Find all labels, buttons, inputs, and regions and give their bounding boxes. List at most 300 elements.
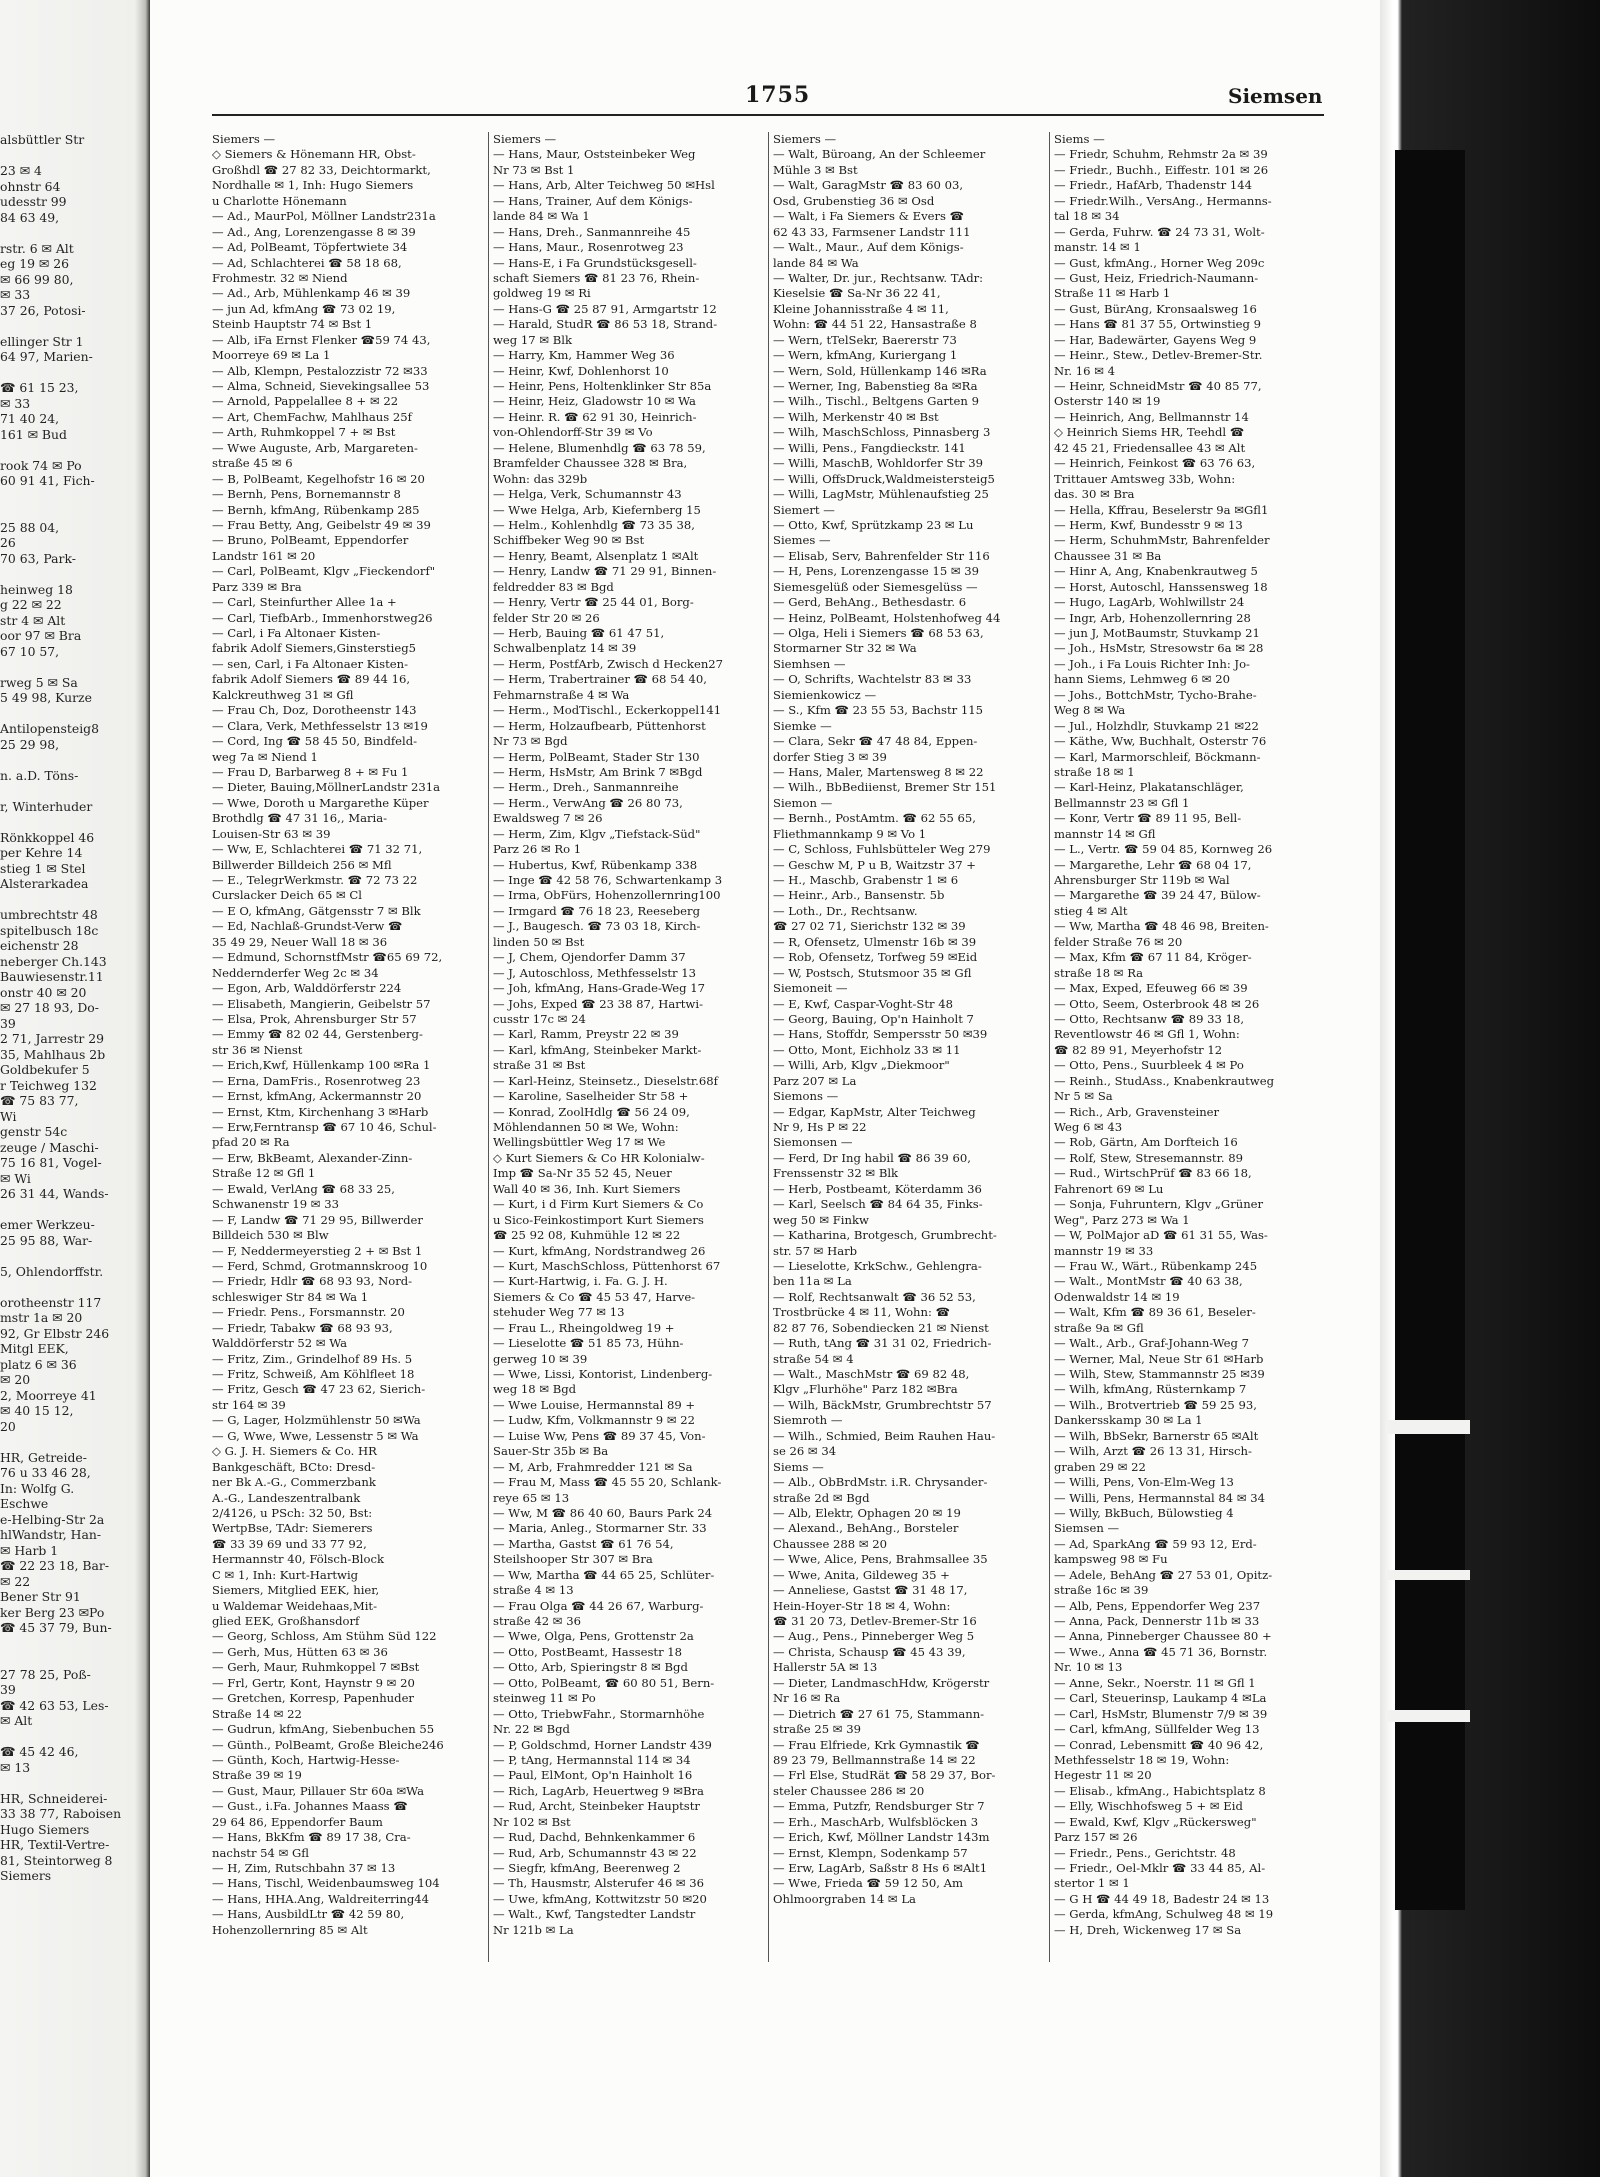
directory-entry-line: — Gust, Maur, Pillauer Str 60a ✉Wa xyxy=(212,1783,424,1798)
directory-entry-line: Landstr 161 ✉ 20 xyxy=(212,548,316,563)
directory-entry-line: — Wilh., Brotvertrieb ☎ 59 25 93, xyxy=(1054,1397,1257,1412)
directory-entry-line: — Herm, PostfArb, Zwisch d Hecken27 xyxy=(493,656,724,671)
left-fragment-line: neberger Ch.143 xyxy=(0,953,107,969)
directory-entry-line: Nr. 16 ✉ 4 xyxy=(1054,363,1115,378)
left-fragment-line: spitelbusch 18c xyxy=(0,922,99,938)
left-fragment-line: Antilopensteig8 xyxy=(0,721,99,736)
directory-entry-line: — Wwe., Anna ☎ 45 71 36, Bornstr. xyxy=(1054,1644,1268,1659)
left-fragment-line: 161 ✉ Bud xyxy=(0,426,67,442)
directory-entry-line: — jun Ad, kfmAng ☎ 73 02 19, xyxy=(212,301,396,316)
directory-entry-line: Osterstr 140 ✉ 19 xyxy=(1054,394,1161,409)
directory-entry-line: — Conrad, Lebensmitt ☎ 40 96 42, xyxy=(1054,1737,1264,1752)
directory-entry-line: — Irma, ObFürs, Hohenzollernring100 xyxy=(493,888,721,903)
directory-entry-line: — Frau W., Wärt., Rübenkamp 245 xyxy=(1054,1258,1258,1273)
left-fragment-line: r Teichweg 132 xyxy=(0,1077,97,1093)
directory-entry-line: u Charlotte Hönemann xyxy=(212,193,347,208)
directory-entry-line: Kieselsie ☎ Sa-Nr 36 22 41, xyxy=(773,286,941,301)
left-page-fragment xyxy=(0,132,140,1942)
directory-entry-line: feldredder 83 ✉ Bgd xyxy=(493,579,614,594)
directory-entry-line: — Herb, Bauing ☎ 61 47 51, xyxy=(493,626,665,640)
directory-entry-line: — P, Goldschmd, Horner Landstr 439 xyxy=(493,1737,712,1752)
directory-entry-line: — Hans, Dreh., Sanmannreihe 45 xyxy=(493,224,691,239)
left-fragment-line: orotheenstr 117 xyxy=(0,1294,102,1310)
left-fragment-line: alsbüttler Str xyxy=(0,132,85,147)
left-fragment-line: mstr 1a ✉ 20 xyxy=(0,1310,83,1325)
directory-entry-line: — Rich, LagArb, Heuertweg 9 ✉Bra xyxy=(493,1783,704,1798)
directory-entry-line: tal 18 ✉ 34 xyxy=(1054,209,1120,224)
directory-entry-line: — Frau Ch, Doz, Dorotheenstr 143 xyxy=(212,703,417,718)
directory-entry-line: — Willi, OffsDruck,Waldmeistersteig5 xyxy=(773,471,995,486)
directory-entry-line: Siemon — xyxy=(773,795,833,810)
directory-entry-line: — Walter, Dr. jur., Rechtsanw. TAdr: xyxy=(773,270,984,285)
directory-entry-line: Hallerstr 5A ✉ 13 xyxy=(773,1660,878,1675)
directory-entry-line: — Uwe, kfmAng, Kottwitzstr 50 ✉20 xyxy=(493,1891,707,1906)
directory-entry-line: ☎ 25 92 08, Kuhmühle 12 ✉ 22 xyxy=(493,1228,681,1243)
directory-entry-line: — Werner, Mal, Neue Str 61 ✉Harb xyxy=(1054,1351,1264,1366)
directory-entry-line: mannstr 19 ✉ 33 xyxy=(1054,1243,1154,1258)
left-fragment-line: 84 63 49, xyxy=(0,209,60,225)
directory-entry-line: — Wern, kfmAng, Kuriergang 1 xyxy=(773,348,958,363)
directory-entry-line: Chaussee 288 ✉ 20 xyxy=(773,1536,887,1551)
left-fragment-line xyxy=(0,1775,140,1791)
directory-entry-line: Louisen-Str 63 ✉ 39 xyxy=(212,826,331,841)
directory-entry-line: Osd, Grubenstieg 36 ✉ Osd xyxy=(773,193,935,208)
left-fragment-line: 23 ✉ 4 xyxy=(0,163,42,178)
directory-entry-line: — Frl, Gertr, Kont, Haynstr 9 ✉ 20 xyxy=(212,1675,415,1690)
directory-entry-line: — Edmund, SchornstfMstr ☎65 69 72, xyxy=(212,950,443,965)
directory-entry-line: — Ernst, Klempn, Sodenkamp 57 xyxy=(773,1845,968,1860)
directory-entry-line: Parz 339 ✉ Bra xyxy=(212,579,302,594)
directory-entry-line: — Carl, kfmAng, Süllfelder Weg 13 xyxy=(1054,1722,1260,1737)
directory-entry-line: Siemienkowicz — xyxy=(773,687,877,702)
directory-entry-line: — G H ☎ 44 49 18, Badestr 24 ✉ 13 xyxy=(1054,1891,1270,1906)
directory-entry-line: Nr 9, Hs P ✉ 22 xyxy=(773,1120,867,1134)
directory-entry-line: Wohn: das 329b xyxy=(493,471,588,486)
directory-entry-line: Billdeich 530 ✉ Blw xyxy=(212,1228,329,1243)
directory-entry-line: — Wilh, Arzt ☎ 26 13 31, Hirsch- xyxy=(1054,1444,1252,1459)
directory-entry-line: — Gerh, Maur, Ruhmkoppel 7 ✉Bst xyxy=(212,1660,420,1675)
directory-entry-line: — Hans, BkKfm ☎ 89 17 38, Cra- xyxy=(212,1830,411,1845)
directory-entry-line: — Heinr., Stew., Detlev-Bremer-Str. xyxy=(1054,348,1263,363)
directory-entry-line: Moorreye 69 ✉ La 1 xyxy=(212,348,331,363)
directory-entry-line: — Sonja, Fuhruntern, Klgv „Grüner xyxy=(1054,1197,1264,1212)
directory-entry-line: — Willi, Arb, Klgv „Diekmoor" xyxy=(773,1058,950,1073)
directory-entry-line: — Olga, Heli i Siemers ☎ 68 53 63, xyxy=(773,626,984,640)
directory-entry-line: — Fritz, Schweiß, Am Köhlfleet 18 xyxy=(212,1367,415,1381)
directory-entry-line: — Wilh., Schmied, Beim Rauhen Hau- xyxy=(773,1428,996,1443)
directory-entry-line: — Horst, Autoschl, Hanssensweg 18 xyxy=(1054,579,1268,594)
directory-entry-line: Siemers — xyxy=(773,132,837,146)
directory-entry-line: — Otto, Rechtsanw ☎ 89 33 18, xyxy=(1054,1011,1245,1026)
directory-entry-line: — J., Baugesch. ☎ 73 03 18, Kirch- xyxy=(493,919,701,934)
directory-entry-line: — Herm, Zim, Klgv „Tiefstack-Süd" xyxy=(493,826,701,841)
directory-entry-line: — Heinr, SchneidMstr ☎ 40 85 77, xyxy=(1054,379,1262,393)
directory-entry-line: — Art, ChemFachw, Mahlhaus 25f xyxy=(212,409,412,424)
directory-entry-line: — sen, Carl, i Fa Altonaer Kisten- xyxy=(212,656,408,671)
left-fragment-line: heinweg 18 xyxy=(0,581,73,597)
left-fragment-line: eg 19 ✉ 26 xyxy=(0,256,69,271)
directory-entry-line: — W, Postsch, Stutsmoor 35 ✉ Gfl xyxy=(773,965,972,980)
directory-entry-line: weg 18 ✉ Bgd xyxy=(493,1382,577,1397)
directory-entry-line: — Walt, Büroang, An der Schleemer xyxy=(773,147,986,162)
directory-entry-line: — Lieselotte, KrkSchw., Gehlengra- xyxy=(773,1258,982,1273)
directory-entry-line: Odenwaldstr 14 ✉ 19 xyxy=(1054,1289,1180,1304)
left-fragment-line: udesstr 99 xyxy=(0,194,67,209)
directory-entry-line: — B, PolBeamt, Kegelhofstr 16 ✉ 20 xyxy=(212,471,425,486)
left-fragment-line: 35, Mahlhaus 2b xyxy=(0,1046,106,1062)
directory-entry-line: — Ww, Martha ☎ 48 46 98, Breiten- xyxy=(1054,919,1269,934)
directory-entry-line: — Frau M, Mass ☎ 45 55 20, Schlank- xyxy=(493,1475,722,1490)
directory-entry-line: — Willi, MaschB, Wohldorfer Str 39 xyxy=(773,456,983,471)
directory-entry-line: — Walt., MontMstr ☎ 40 63 38, xyxy=(1054,1274,1243,1289)
directory-entry-line: — Rich., Arb, Gravensteiner xyxy=(1054,1104,1220,1119)
directory-entry-line: — Hans, Maur., Rosenrotweg 23 xyxy=(493,240,684,255)
directory-entry-line: — Elly, Wischhofsweg 5 + ✉ Eid xyxy=(1054,1799,1243,1814)
directory-entry-line: Siemoneit — xyxy=(773,981,848,996)
directory-entry-line: Straße 11 ✉ Harb 1 xyxy=(1054,286,1171,301)
left-fragment-line xyxy=(0,318,140,334)
left-fragment-line: platz 6 ✉ 36 xyxy=(0,1356,77,1372)
directory-entry-line: — Wilh, BäckMstr, Grumbrechtstr 57 xyxy=(773,1397,992,1412)
left-fragment-line: Hugo Siemers xyxy=(0,1821,90,1837)
directory-entry-line: — Wwe, Anita, Gildeweg 35 + xyxy=(773,1567,950,1582)
directory-entry-line: — Frl Else, StudRät ☎ 58 29 37, Bor- xyxy=(773,1768,996,1783)
directory-entry-line: — Gretchen, Korresp, Papenhuder xyxy=(212,1691,414,1706)
directory-entry-line: — Erw,Ferntransp ☎ 67 10 46, Schul- xyxy=(212,1120,437,1134)
directory-entry-line: Siemsen — xyxy=(1054,1521,1120,1536)
left-fragment-line: zeuge / Maschi- xyxy=(0,1139,99,1155)
left-fragment-line xyxy=(0,1202,140,1218)
left-fragment-line: ✉ Alt xyxy=(0,1713,33,1728)
directory-entry-line: — Har, Badewärter, Gayens Weg 9 xyxy=(1054,332,1257,347)
directory-entry-line: Trostbrücke 4 ✉ 11, Wohn: ☎ xyxy=(773,1305,951,1320)
directory-entry-line: — Rud, Arb, Schumannstr 43 ✉ 22 xyxy=(493,1845,697,1860)
directory-entry-line: Siemons — xyxy=(773,1089,839,1104)
directory-entry-line: felder Straße 76 ✉ 20 xyxy=(1054,934,1183,949)
directory-entry-line: — Maria, Anleg., Stormarner Str. 33 xyxy=(493,1521,707,1536)
directory-entry-line: Ewaldsweg 7 ✉ 26 xyxy=(493,811,603,826)
left-fragment-line: g 22 ✉ 22 xyxy=(0,597,62,612)
directory-entry-line: — Ewald, VerlAng ☎ 68 33 25, xyxy=(212,1181,395,1196)
directory-entry-line: — H, Zim, Rutschbahn 37 ✉ 13 xyxy=(212,1861,396,1875)
directory-entry-line: Methfesselstr 18 ✉ 19, Wohn: xyxy=(1054,1752,1230,1767)
left-fragment-line: rweg 5 ✉ Sa xyxy=(0,674,78,690)
directory-entry-line: — Elisab, Serv, Bahrenfelder Str 116 xyxy=(773,548,990,563)
left-fragment-line xyxy=(0,365,140,381)
directory-entry-line: — Wern, Sold, Hüllenkamp 146 ✉Ra xyxy=(773,363,987,378)
directory-entry-line: von-Ohlendorff-Str 39 ✉ Vo xyxy=(493,425,653,440)
directory-entry-line: — C, Schloss, Fuhlsbütteler Weg 279 xyxy=(773,842,991,857)
directory-entry-line: — Frau Elfriede, Krk Gymnastik ☎ xyxy=(773,1737,980,1752)
left-fragment-line: 5, Ohlendorffstr. xyxy=(0,1263,104,1279)
directory-entry-line: — Heinrich, Ang, Bellmannstr 14 xyxy=(1054,409,1249,424)
directory-entry-line: — Otto, TriebwFahr., Stormarnhöhe xyxy=(493,1706,705,1721)
directory-entry-line: Straße 14 ✉ 22 xyxy=(212,1706,302,1721)
left-fragment-line: 25 88 04, xyxy=(0,519,60,535)
directory-entry-line: Bellmannstr 23 ✉ Gfl 1 xyxy=(1054,795,1190,810)
directory-entry-line: Siemonsen — xyxy=(773,1135,853,1150)
directory-entry-line: — Herm., Dreh., Sanmannreihe xyxy=(493,780,679,795)
directory-entry-line: — Bernh, kfmAng, Rübenkamp 285 xyxy=(212,502,420,517)
directory-entry-line: — Georg, Bauing, Op'n Hainholt 7 xyxy=(773,1011,974,1026)
directory-entry-line: 29 64 86, Eppendorfer Baum xyxy=(212,1814,383,1829)
directory-entry-line: — Geschw M, P u B, Waitzstr 37 + xyxy=(773,857,976,872)
directory-entry-line: Sauer-Str 35b ✉ Ba xyxy=(493,1444,609,1459)
directory-entry-line: — Kurt-Hartwig, i. Fa. G. J. H. xyxy=(493,1274,668,1289)
directory-entry-line: — Carl, TiefbArb., Immenhorstweg26 xyxy=(212,610,433,625)
directory-entry-line: — Erh., MaschArb, Wulfsblöcken 3 xyxy=(773,1814,979,1829)
directory-entry-line: Siemes — xyxy=(773,533,831,548)
directory-entry-line: Steilshooper Str 307 ✉ Bra xyxy=(493,1552,653,1567)
directory-entry-line: — Ad., MaurPol, Möllner Landstr231a xyxy=(212,209,436,224)
directory-entry-line: Schiffbeker Weg 90 ✉ Bst xyxy=(493,533,645,548)
directory-entry-line: — Hans-G ☎ 25 87 91, Armgartstr 12 xyxy=(493,301,717,316)
directory-entry-line: — Günth, Koch, Hartwig-Hesse- xyxy=(212,1752,400,1767)
directory-entry-line: — Harald, StudR ☎ 86 53 18, Strand- xyxy=(493,317,718,332)
directory-entry-line: — Gerd, BehAng., Bethesdastr. 6 xyxy=(773,595,967,610)
left-fragment-line: n. a.D. Töns- xyxy=(0,767,79,783)
directory-entry-line: — Herb, Postbeamt, Köterdamm 36 xyxy=(773,1181,982,1196)
directory-entry-line: Reventlowstr 46 ✉ Gfl 1, Wohn: xyxy=(1054,1027,1240,1042)
directory-entry-line: ☎ 33 39 69 und 33 77 92, xyxy=(212,1536,367,1551)
directory-entry-line: — Fritz, Gesch ☎ 47 23 62, Sierich- xyxy=(212,1382,426,1397)
directory-entry-line: Nr 5 ✉ Sa xyxy=(1054,1089,1113,1104)
directory-entry-line: — Alma, Schneid, Sievekingsallee 53 xyxy=(212,379,430,393)
directory-entry-line: — Johs, Exped ☎ 23 38 87, Hartwi- xyxy=(493,996,703,1011)
left-fragment-line: 64 97, Marien- xyxy=(0,349,93,364)
running-head: Siemsen xyxy=(1228,84,1323,108)
directory-entry-line: Nordhalle ✉ 1, Inh: Hugo Siemers xyxy=(212,178,414,193)
directory-entry-line: dorfer Stieg 3 ✉ 39 xyxy=(773,749,887,764)
directory-entry-line: — Hans, Trainer, Auf dem Königs- xyxy=(493,193,693,208)
left-fragment-line xyxy=(0,489,140,505)
directory-entry-line: — Fritz, Zim., Grindelhof 89 Hs. 5 xyxy=(212,1351,413,1366)
left-fragment-line xyxy=(0,1248,140,1264)
directory-entry-line: — Margarethe, Lehr ☎ 68 04 17, xyxy=(1054,857,1252,872)
directory-entry-line: — Wilh., BbBediienst, Bremer Str 151 xyxy=(773,780,997,795)
left-fragment-line: HR, Schneiderei- xyxy=(0,1790,108,1806)
left-fragment-line: ✉ 66 99 80, xyxy=(0,271,74,287)
left-fragment-line: Eschwe xyxy=(0,1496,49,1511)
directory-entry-line: — Alb, Pens, Eppendorfer Weg 237 xyxy=(1054,1598,1261,1613)
directory-entry-line: — Egon, Arb, Walddörferstr 224 xyxy=(212,981,402,996)
directory-entry-line: — Irmgard ☎ 76 18 23, Reeseberg xyxy=(493,903,701,918)
directory-entry-line: — Anna, Pack, Dennerstr 11b ✉ 33 xyxy=(1054,1614,1260,1628)
directory-entry-line: — Dieter, Bauing,MöllnerLandstr 231a xyxy=(212,780,440,795)
directory-entry-line: — Dieter, LandmaschHdw, Krögerstr xyxy=(773,1675,990,1690)
directory-entry-line: — Willy, BkBuch, Bülowstieg 4 xyxy=(1054,1505,1234,1520)
directory-entry-line: — Gust., i.Fa. Johannes Maass ☎ xyxy=(212,1799,408,1814)
directory-entry-line: — Carl, HsMstr, Blumenstr 7/9 ✉ 39 xyxy=(1054,1706,1268,1721)
directory-entry-line: — Clara, Sekr ☎ 47 48 84, Eppen- xyxy=(773,734,978,749)
directory-entry-line: — S., Kfm ☎ 23 55 53, Bachstr 115 xyxy=(773,703,983,718)
directory-entry-line: — Frau Olga ☎ 44 26 67, Warburg- xyxy=(493,1598,704,1613)
left-fragment-line: 27 78 25, Poß- xyxy=(0,1666,91,1682)
directory-entry-line: — Ad., Ang, Lorenzengasse 8 ✉ 39 xyxy=(212,224,416,239)
directory-entry-line: Straße 39 ✉ 19 xyxy=(212,1768,302,1783)
directory-entry-line: — Paul, ElMont, Op'n Hainholt 16 xyxy=(493,1768,693,1783)
left-fragment-line: 39 xyxy=(0,1682,16,1697)
directory-entry-line: — Ww, M ☎ 86 40 60, Baurs Park 24 xyxy=(493,1505,713,1520)
directory-entry-line: Hohenzollernring 85 ✉ Alt xyxy=(212,1922,368,1937)
directory-entry-line: 42 45 21, Friedensallee 43 ✉ Alt xyxy=(1054,440,1246,455)
directory-entry-line: — Ferd, Schmd, Grotmannskroog 10 xyxy=(212,1258,428,1273)
directory-entry-line: — Helene, Blumenhdlg ☎ 63 78 59, xyxy=(493,440,706,455)
directory-column-1 xyxy=(212,132,485,1972)
directory-entry-line: — Willi, LagMstr, Mühlenaufstieg 25 xyxy=(773,487,989,502)
directory-entry-line: — Helga, Verk, Schumannstr 43 xyxy=(493,487,682,502)
left-fragment-line: genstr 54c xyxy=(0,1124,68,1139)
directory-entry-line: Nr 121b ✉ La xyxy=(493,1922,574,1937)
directory-entry-line: straße 18 ✉ Ra xyxy=(1054,965,1144,980)
directory-entry-line: — Otto, Kwf, Sprützkamp 23 ✉ Lu xyxy=(773,517,974,532)
directory-entry-line: — Joh, kfmAng, Hans-Grade-Weg 17 xyxy=(493,981,706,996)
directory-entry-line: — Anneliese, Gastst ☎ 31 48 17, xyxy=(773,1583,968,1598)
left-fragment-line: r, Winterhuder xyxy=(0,798,93,814)
directory-entry-line: — Frau D, Barbarweg 8 + ✉ Fu 1 xyxy=(212,764,409,779)
left-fragment-line: ✉ 20 xyxy=(0,1372,31,1387)
directory-entry-line: straße 54 ✉ 4 xyxy=(773,1351,854,1366)
directory-entry-line: — Wwe Louise, Hermannstal 89 + xyxy=(493,1397,696,1412)
directory-entry-line: — H, Pens, Lorenzengasse 15 ✉ 39 xyxy=(773,564,980,579)
left-fragment-line: 39 xyxy=(0,1015,16,1031)
directory-entry-line: — Walt., Kwf, Tangstedter Landstr xyxy=(493,1907,696,1922)
directory-entry-line: — Erich,Kwf, Hüllenkamp 100 ✉Ra 1 xyxy=(212,1058,431,1073)
directory-entry-line: Imp ☎ Sa-Nr 35 52 45, Neuer xyxy=(493,1166,672,1181)
directory-entry-line: Kleine Johannisstraße 4 ✉ 11, xyxy=(773,301,949,316)
left-fragment-line: rstr. 6 ✉ Alt xyxy=(0,240,74,256)
directory-entry-line: — Carl, i Fa Altonaer Kisten- xyxy=(212,626,381,640)
directory-entry-line: Weg", Parz 273 ✉ Wa 1 xyxy=(1054,1212,1190,1227)
directory-entry-line: ◇ Siemers & Hönemann HR, Obst- xyxy=(212,147,416,162)
directory-entry-line: — E., TelegrWerkmstr. ☎ 72 73 22 xyxy=(212,873,418,887)
directory-entry-line: — Rob, Ofensetz, Torfweg 59 ✉Eid xyxy=(773,950,978,965)
directory-entry-line: — Karl, kfmAng, Steinbeker Markt- xyxy=(493,1042,702,1057)
left-fragment-line: str 4 ✉ Alt xyxy=(0,612,66,628)
directory-entry-line: — Bernh, Pens, Bornemannstr 8 xyxy=(212,487,401,502)
left-fragment-line: 60 91 41, Fich- xyxy=(0,473,95,488)
directory-entry-line: — Friedr., Pens., Gerichtstr. 48 xyxy=(1054,1845,1236,1860)
directory-entry-line: — Alb, Elektr, Ophagen 20 ✉ 19 xyxy=(773,1505,961,1520)
directory-entry-line: Siemesgelüß oder Siemesgelüss — xyxy=(773,579,978,594)
column-divider xyxy=(1049,132,1050,1962)
directory-entry-line: — Reinh., StudAss., Knabenkrautweg xyxy=(1054,1073,1274,1088)
directory-entry-line: — Konrad, ZoolHdlg ☎ 56 24 09, xyxy=(493,1104,690,1119)
directory-entry-line: weg 7a ✉ Niend 1 xyxy=(212,749,318,764)
directory-entry-line: — Friedr. Pens., Forsmannstr. 20 xyxy=(212,1305,405,1320)
directory-entry-line: glied EEK, Großhansdorf xyxy=(212,1614,360,1628)
directory-entry-line: — Adele, BehAng ☎ 27 53 01, Opitz- xyxy=(1054,1567,1273,1582)
directory-entry-line: Stormarner Str 32 ✉ Wa xyxy=(773,641,917,656)
directory-entry-line: — E O, kfmAng, Gätgensstr 7 ✉ Blk xyxy=(212,903,421,918)
directory-entry-line: — Gerda, kfmAng, Schulweg 48 ✉ 19 xyxy=(1054,1907,1274,1922)
edge-bleed-through xyxy=(1385,150,1470,1910)
directory-entry-line: — Jul., Holzhdlr, Stuvkamp 21 ✉22 xyxy=(1054,718,1259,733)
left-fragment-line xyxy=(0,892,140,908)
directory-entry-line: — Rud., WirtschPrüf ☎ 83 66 18, xyxy=(1054,1166,1252,1181)
directory-entry-line: 2/4126, u PSch: 32 50, Bst: xyxy=(212,1505,373,1520)
directory-entry-line: Schwalbenplatz 14 ✉ 39 xyxy=(493,641,637,656)
left-fragment-line: stieg 1 ✉ Stel xyxy=(0,860,86,876)
left-fragment-line: ellinger Str 1 xyxy=(0,333,84,349)
directory-entry-line: — Carl, Steuerinsp, Laukamp 4 ✉La xyxy=(1054,1691,1267,1706)
directory-entry-line: — Wilh, Merkenstr 40 ✉ Bst xyxy=(773,409,939,424)
directory-entry-line: — Aug., Pens., Pinneberger Weg 5 xyxy=(773,1629,975,1644)
directory-entry-line: — Herm., VerwAng ☎ 26 80 73, xyxy=(493,795,683,810)
directory-entry-line: fabrik Adolf Siemers ☎ 89 44 16, xyxy=(212,672,411,687)
left-fragment-line: HR, Getreide- xyxy=(0,1449,87,1465)
directory-entry-line: Hegestr 11 ✉ 20 xyxy=(1054,1768,1152,1783)
directory-entry-line: — Hugo, LagArb, Wohlwillstr 24 xyxy=(1054,595,1245,610)
left-fragment-line xyxy=(0,783,140,799)
directory-entry-line: — Gerda, Fuhrw. ☎ 24 73 31, Wolt- xyxy=(1054,224,1265,239)
directory-entry-line: hann Siems, Lehmweg 6 ✉ 20 xyxy=(1054,672,1230,687)
directory-entry-line: — Loth., Dr., Rechtsanw. xyxy=(773,903,918,918)
directory-entry-line: mannstr 14 ✉ Gfl xyxy=(1054,826,1156,841)
directory-entry-line: — Hans, Arb, Alter Teichweg 50 ✉Hsl xyxy=(493,178,715,193)
directory-entry-line: — Erich, Kwf, Möllner Landstr 143m xyxy=(773,1830,990,1845)
directory-entry-line: ben 11a ✉ La xyxy=(773,1274,852,1289)
directory-entry-line: Weg 8 ✉ Wa xyxy=(1054,703,1126,718)
directory-entry-line: ◇ G. J. H. Siemers & Co. HR xyxy=(212,1444,377,1459)
directory-entry-line: Neddernderfer Weg 2c ✉ 34 xyxy=(212,965,379,980)
column-divider xyxy=(488,132,489,1962)
directory-entry-line: — R, Ofensetz, Ulmenstr 16b ✉ 39 xyxy=(773,934,977,949)
directory-entry-line: — Walt, GaragMstr ☎ 83 60 03, xyxy=(773,178,964,193)
directory-entry-line: Großhdl ☎ 27 82 33, Deichtormarkt, xyxy=(212,162,431,177)
directory-entry-line: goldweg 19 ✉ Ri xyxy=(493,286,591,301)
left-fragment-line: ker Berg 23 ✉Po xyxy=(0,1604,105,1620)
directory-entry-line: straße 18 ✉ 1 xyxy=(1054,764,1135,779)
left-fragment-line xyxy=(0,752,140,768)
left-fragment-line: 26 xyxy=(0,535,16,550)
left-fragment-line: Siemers xyxy=(0,1868,52,1883)
directory-entry-line: — Friedr., HafArb, Thadenstr 144 xyxy=(1054,178,1253,193)
directory-entry-line: — Edgar, KapMstr, Alter Teichweg xyxy=(773,1104,976,1119)
directory-entry-line: felder Str 20 ✉ 26 xyxy=(493,610,600,625)
directory-entry-line: — Ludw, Kfm, Volkmannstr 9 ✉ 22 xyxy=(493,1413,696,1428)
left-fragment-line xyxy=(0,148,140,164)
directory-entry-line: — Heinr, Pens, Holtenklinker Str 85a xyxy=(493,379,712,393)
directory-entry-line: Wall 40 ✉ 36, Inh. Kurt Siemers xyxy=(493,1181,681,1196)
directory-entry-line: Straße 12 ✉ Gfl 1 xyxy=(212,1166,316,1181)
left-fragment-line: ✉ 27 18 93, Do- xyxy=(0,1000,99,1015)
directory-entry-line: str. 57 ✉ Harb xyxy=(773,1243,858,1258)
directory-entry-line: — Otto, Seem, Osterbrook 48 ✉ 26 xyxy=(1054,996,1260,1011)
directory-entry-line: stertor 1 ✉ 1 xyxy=(1054,1876,1130,1891)
directory-column-4 xyxy=(1054,132,1327,1972)
left-fragment-line: Rönkkoppel 46 xyxy=(0,829,95,845)
directory-entry-line: Walddörferstr 52 ✉ Wa xyxy=(212,1336,348,1351)
directory-entry-line: — Inge ☎ 42 58 76, Schwartenkamp 3 xyxy=(493,873,723,887)
directory-entry-line: cusstr 17c ✉ 24 xyxy=(493,1011,586,1026)
directory-entry-line: — Arth, Ruhmkoppel 7 + ✉ Bst xyxy=(212,425,396,440)
directory-entry-line: — Heinr., Arb., Bansenstr. 5b xyxy=(773,888,945,903)
left-fragment-line: onstr 40 ✉ 20 xyxy=(0,984,87,1000)
left-fragment-line xyxy=(0,706,140,722)
directory-entry-line: Fahrenort 69 ✉ Lu xyxy=(1054,1181,1164,1196)
directory-entry-line: — Margarethe ☎ 39 24 47, Bülow- xyxy=(1054,888,1261,903)
directory-entry-line: — Wwe, Doroth u Margarethe Küper xyxy=(212,795,429,810)
left-fragment-line: ☎ 45 37 79, Bun- xyxy=(0,1620,112,1635)
directory-entry-line: straße 31 ✉ Bst xyxy=(493,1058,586,1073)
directory-entry-line: fabrik Adolf Siemers,Ginsterstieg5 xyxy=(212,641,417,656)
directory-entry-line: Bramfelder Chaussee 328 ✉ Bra, xyxy=(493,456,688,471)
directory-entry-line: Bankgeschäft, BCto: Dresd- xyxy=(212,1459,376,1474)
directory-entry-line: Parz 157 ✉ 26 xyxy=(1054,1830,1138,1845)
directory-entry-line: — Clara, Verk, Methfesselstr 13 ✉19 xyxy=(212,718,428,733)
left-fragment-line: 70 63, Park- xyxy=(0,550,76,566)
